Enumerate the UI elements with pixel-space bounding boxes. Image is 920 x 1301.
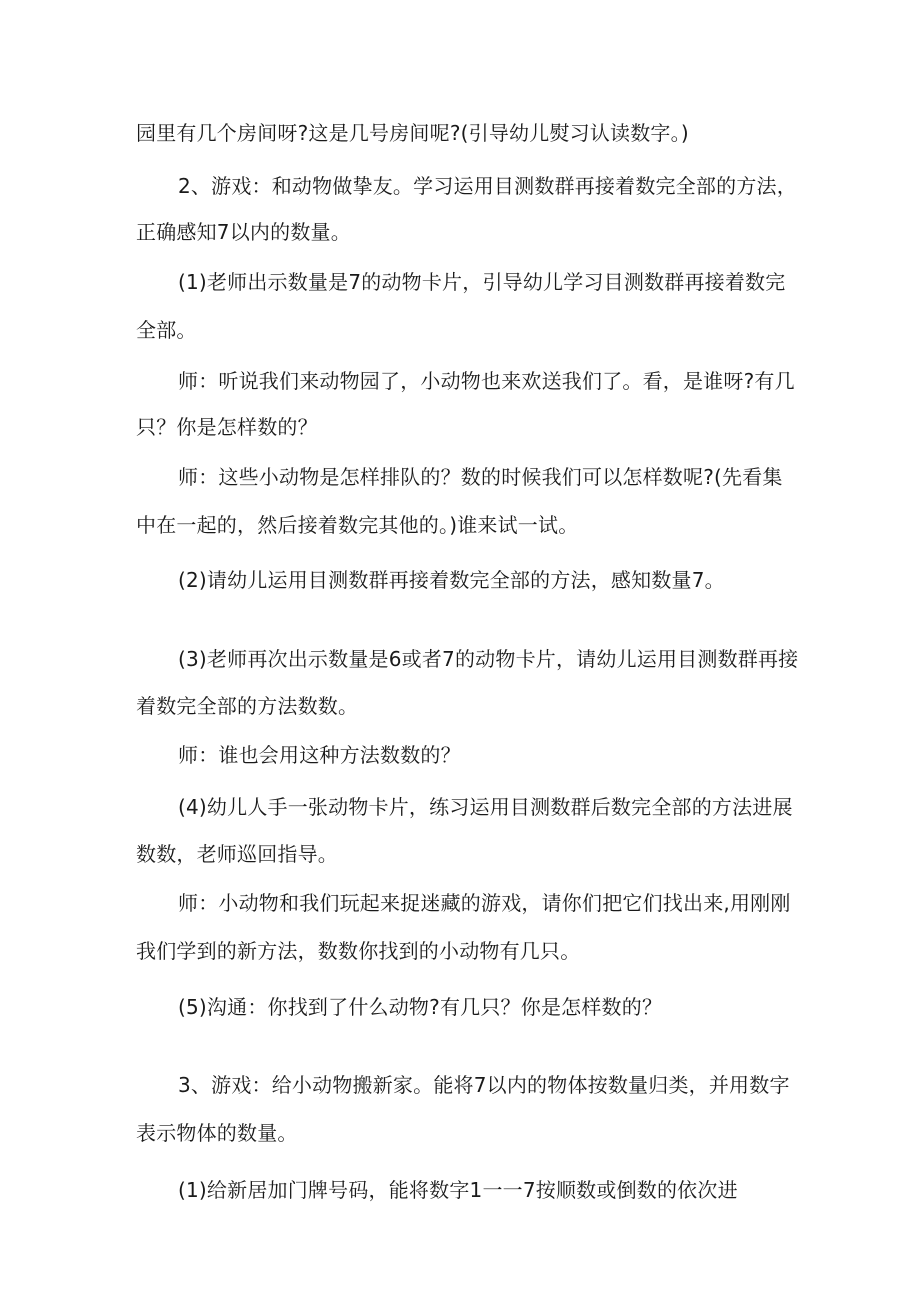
section-heading-2: 2、游戏：和动物做挚友。学习运用目测数群再接着数完全部的方法，	[178, 174, 797, 198]
text-line: 全部。	[136, 318, 197, 342]
teacher-line: 师：谁也会用这种方法数数的？	[178, 743, 461, 767]
text-line: 我们学到的新方法，数数你找到的小动物有几只。	[136, 939, 581, 963]
step-item-3: (3)老师再次出示数量是6或者7的动物卡片，请幼儿运用目测数群再接	[178, 647, 799, 671]
text-line: 着数完全部的方法数数。	[136, 694, 359, 718]
step-item-5: (5)沟通：你找到了什么动物?有几只？你是怎样数的？	[178, 995, 663, 1019]
text-line: 正确感知7以内的数量。	[136, 220, 351, 244]
text-line: 表示物体的数量。	[136, 1121, 298, 1145]
step-item-2: (2)请幼儿运用目测数群再接着数完全部的方法，感知数量7。	[178, 568, 725, 592]
step-item-4: (4)幼儿人手一张动物卡片，练习运用目测数群后数完全部的方法进展	[178, 795, 793, 819]
step-item-1: (1)给新居加门牌号码，能将数字1一一7按顺数或倒数的依次进	[178, 1178, 738, 1202]
text-line: 园里有几个房间呀?这是几号房间呢?(引导幼儿熨习认读数字。)	[136, 121, 689, 145]
text-line: 只？你是怎样数的？	[136, 415, 318, 439]
text-line: 中在一起的，然后接着数完其他的。)谁来试一试。	[136, 513, 579, 537]
step-item-1: (1)老师出示数量是7的动物卡片，引导幼儿学习目测数群再接着数完	[178, 270, 786, 294]
section-heading-3: 3、游戏：给小动物搬新家。能将7以内的物体按数量归类，并用数字	[178, 1073, 790, 1097]
teacher-line: 师：这些小动物是怎样排队的？数的时候我们可以怎样数呢?(先看集	[178, 465, 783, 489]
text-line: 数数，老师巡回指导。	[136, 842, 338, 866]
teacher-line: 师：小动物和我们玩起来捉迷藏的游戏，请你们把它们找出来,用刚刚	[178, 891, 791, 915]
teacher-line: 师：听说我们来动物园了，小动物也来欢送我们了。看，是谁呀?有几	[178, 369, 795, 393]
